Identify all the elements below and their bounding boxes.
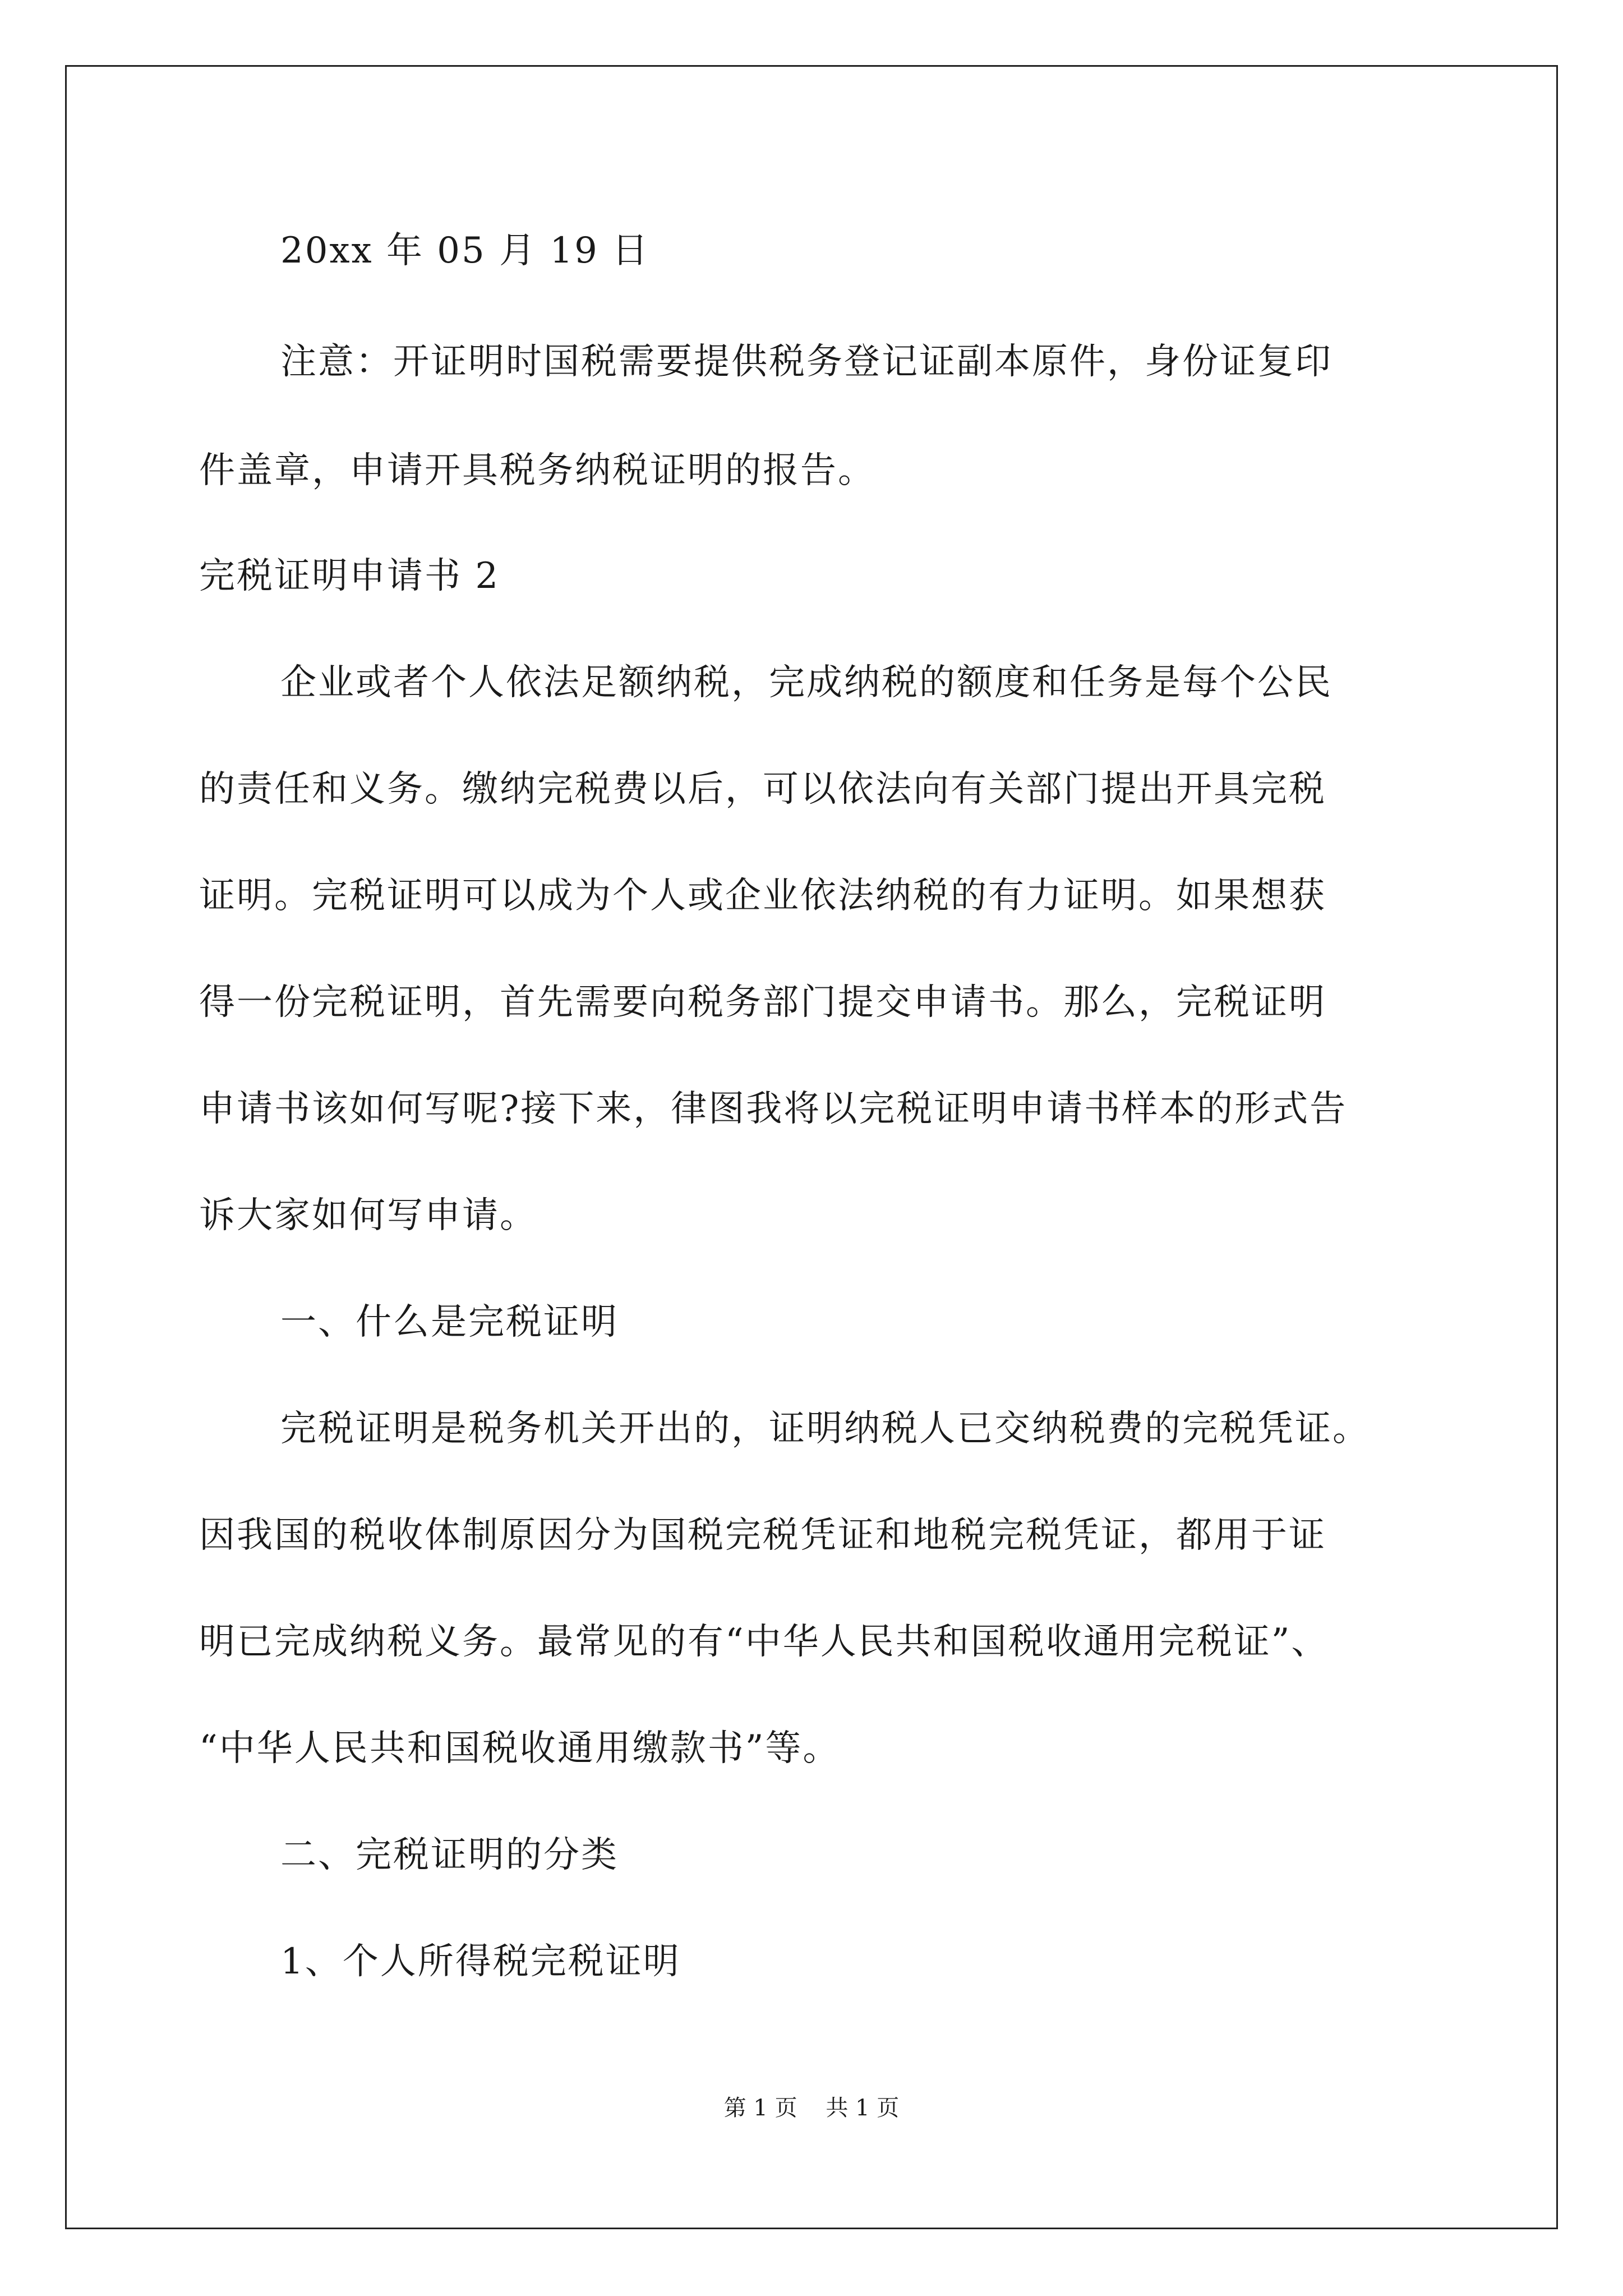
section1-line-3: 明已完成纳税义务。最常见的有“中华人民共和国税收通用完税证”、 (199, 1621, 1329, 1663)
section2-title: 二、完税证明的分类 (280, 1834, 619, 1876)
intro-line-2: 的责任和义务。缴纳完税费以后，可以依法向有关部门提出开具完税 (199, 769, 1326, 810)
section1-line-2: 因我国的税收体制原因分为国税完税凭证和地税完税凭证，都用于证 (199, 1515, 1326, 1556)
intro-line-3: 证明。完税证明可以成为个人或企业依法纳税的有力证明。如果想获 (199, 875, 1326, 917)
section1-title: 一、什么是完税证明 (280, 1301, 619, 1343)
intro-line-1: 企业或者个人依法足额纳税，完成纳税的额度和任务是每个公民 (280, 662, 1332, 703)
note-line-2: 件盖章，申请开具税务纳税证明的报告。 (199, 450, 875, 491)
document-heading: 完税证明申请书 2 (199, 555, 500, 597)
list-item-1: 1、个人所得税完税证明 (280, 1941, 681, 1982)
intro-line-4: 得一份完税证明，首先需要向税务部门提交申请书。那么，完税证明 (199, 982, 1326, 1023)
page-frame (65, 65, 1558, 2229)
intro-line-6: 诉大家如何写申请。 (199, 1195, 537, 1236)
page-number-footer: 第 1 页 共 1 页 (723, 2095, 900, 2121)
intro-line-5: 申请书该如何写呢?接下来，律图我将以完税证明申请书样本的形式告 (199, 1088, 1348, 1130)
document-date: 20xx 年 05 月 19 日 (280, 230, 650, 272)
section1-line-1: 完税证明是税务机关开出的，证明纳税人已交纳税费的完税凭证。 (280, 1408, 1370, 1450)
section1-line-4: “中华人民共和国税收通用缴款书”等。 (199, 1728, 841, 1769)
note-line-1: 注意：开证明时国税需要提供税务登记证副本原件，身份证复印 (280, 341, 1332, 383)
